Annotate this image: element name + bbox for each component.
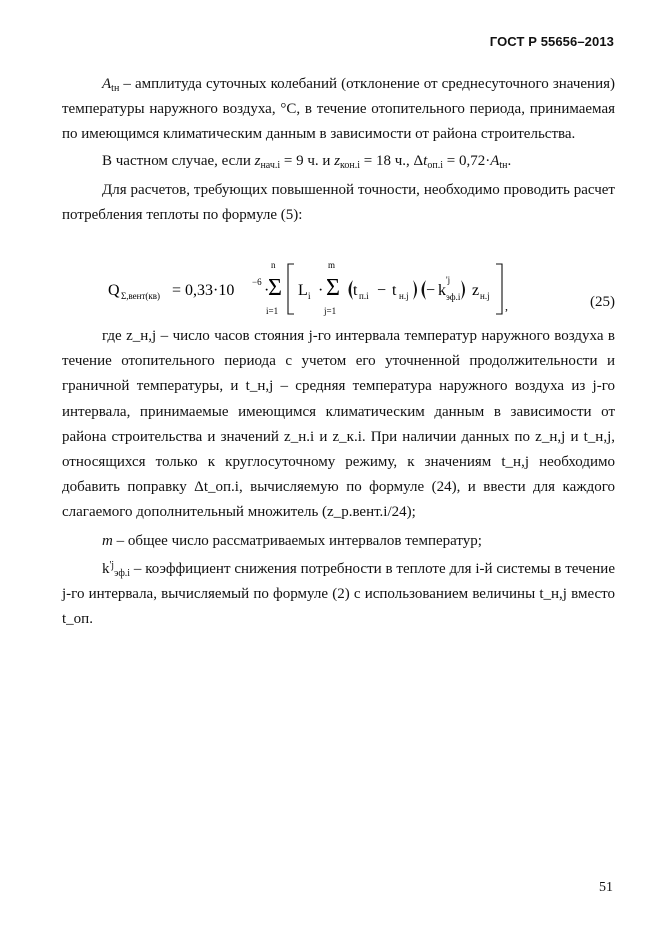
formula-dot-1: · [264, 282, 270, 299]
formula-minus-1: − [377, 282, 387, 299]
k-symbol: k [102, 560, 110, 577]
formula-minus-2: − [426, 282, 436, 299]
z-end-sub: кон.i [340, 159, 361, 171]
t-op: t [423, 152, 428, 169]
paragraph-precision: Для расчетов, требующих повышенной точности, необходимо проводить расчет потребления теплоты по формуле (5): [62, 181, 615, 224]
paragraph-k [62, 557, 615, 633]
formula-t-n: t [392, 282, 397, 299]
paragraph-m [62, 529, 615, 554]
formula-lhs-sub: Σ,вент(кв) [121, 291, 161, 301]
paren-close-1 [413, 280, 417, 300]
formula-dot-2: · [318, 282, 324, 299]
formula-z: z [472, 282, 480, 299]
sum1-bottom: i=1 [266, 306, 279, 316]
sum2-top: m [328, 260, 336, 270]
a-symbol: A [490, 152, 500, 169]
left-bracket [288, 264, 294, 314]
formula-lhs: Q [108, 282, 120, 299]
paragraph-where: где z_н,j – число часов стояния j-го интервала температур наружного воздуха в течение отопительного периода с учетом его уточненной продолжительности и граничной температуры, и t_н,j – средняя температура наружного воздуха из j-го интервала, принимаемые имеющимся климатическим данным в зависимости от района строительства и значений z_н.i и z_к.i. При наличии данных по z_н,j и t_н,j, относящихся только к круглосуточному режиму, к значениям t_н,j необходимо добавить поправку Δt_оп.i, вычисляемую по формуле (24), и ввести для каждого слагаемого дополнительный множитель (z_р.вент.i/24); [62, 328, 615, 521]
formula-exp: −6 [252, 277, 262, 287]
paragraph-amplitude [62, 72, 615, 148]
page-number: 51 [599, 880, 613, 895]
z-start: z [254, 152, 261, 169]
formula-comma: , [505, 299, 508, 313]
z-end: z [334, 152, 341, 169]
formula-k: k [438, 282, 446, 299]
formula-svg [100, 252, 520, 322]
special-case-lead: В частном случае, если [102, 152, 255, 169]
formula-k-sup: 'j [446, 275, 451, 285]
document-header: ГОСТ Р 55656–2013 [489, 34, 614, 49]
t-op-sub: оп.i [427, 159, 443, 171]
k-definition: – коэффициент снижения потребности в теплоте для i-й системы в течение j-го интервала, вычисляемый по формуле (2) с использованием величины t_н,j вместо t_оп. [62, 560, 615, 628]
sum1-sigma: Σ [268, 275, 282, 301]
sum1-top: n [271, 260, 276, 270]
k-symbol-sub: эф.i [114, 567, 131, 579]
formula-z-sub: н.j [480, 291, 490, 301]
symbol-A: A [102, 76, 112, 92]
eq-part-1: = 9 ч. и [280, 152, 335, 169]
paragraph-special-case [62, 149, 615, 174]
m-definition: – общее число рассматриваемых интервалов температур; [112, 532, 482, 549]
formula-k-sub: эф.i [446, 292, 461, 302]
formula-t-p-sub: п.i [359, 291, 369, 301]
amplitude-definition: – амплитуда суточных колебаний (отклонение от среднесуточного значения) температуры наружного воздуха, °С, в течение отопительного периода, принимаемая по имеющимся климатическим данным в зависимости от района строительства. [62, 76, 615, 143]
eq-part-3: = 0,72· [442, 152, 491, 169]
m-symbol: m [102, 532, 113, 549]
symbol-A-sub: tн [111, 83, 120, 94]
z-start-sub: нач.i [260, 159, 281, 171]
equation-number: (25) [590, 294, 615, 310]
formula-L: L [298, 282, 308, 299]
formula-25 [100, 252, 615, 322]
formula-L-sub: i [308, 291, 311, 301]
formula-coef: = 0,33·10 [172, 282, 235, 299]
paren-close-2 [461, 280, 465, 300]
text-block-top [62, 72, 615, 228]
eq-end: . [507, 152, 512, 169]
right-bracket [496, 264, 502, 314]
eq-part-2: = 18 ч., Δ [360, 152, 424, 169]
k-symbol-sup: 'j [109, 559, 115, 571]
a-symbol-sub: tн [499, 159, 508, 171]
formula-t-n-sub: н.j [399, 291, 409, 301]
sum2-bottom: j=1 [324, 306, 337, 316]
text-block-bottom [62, 324, 615, 632]
sum2-sigma: Σ [326, 275, 340, 301]
formula-t-p: t [353, 282, 358, 299]
